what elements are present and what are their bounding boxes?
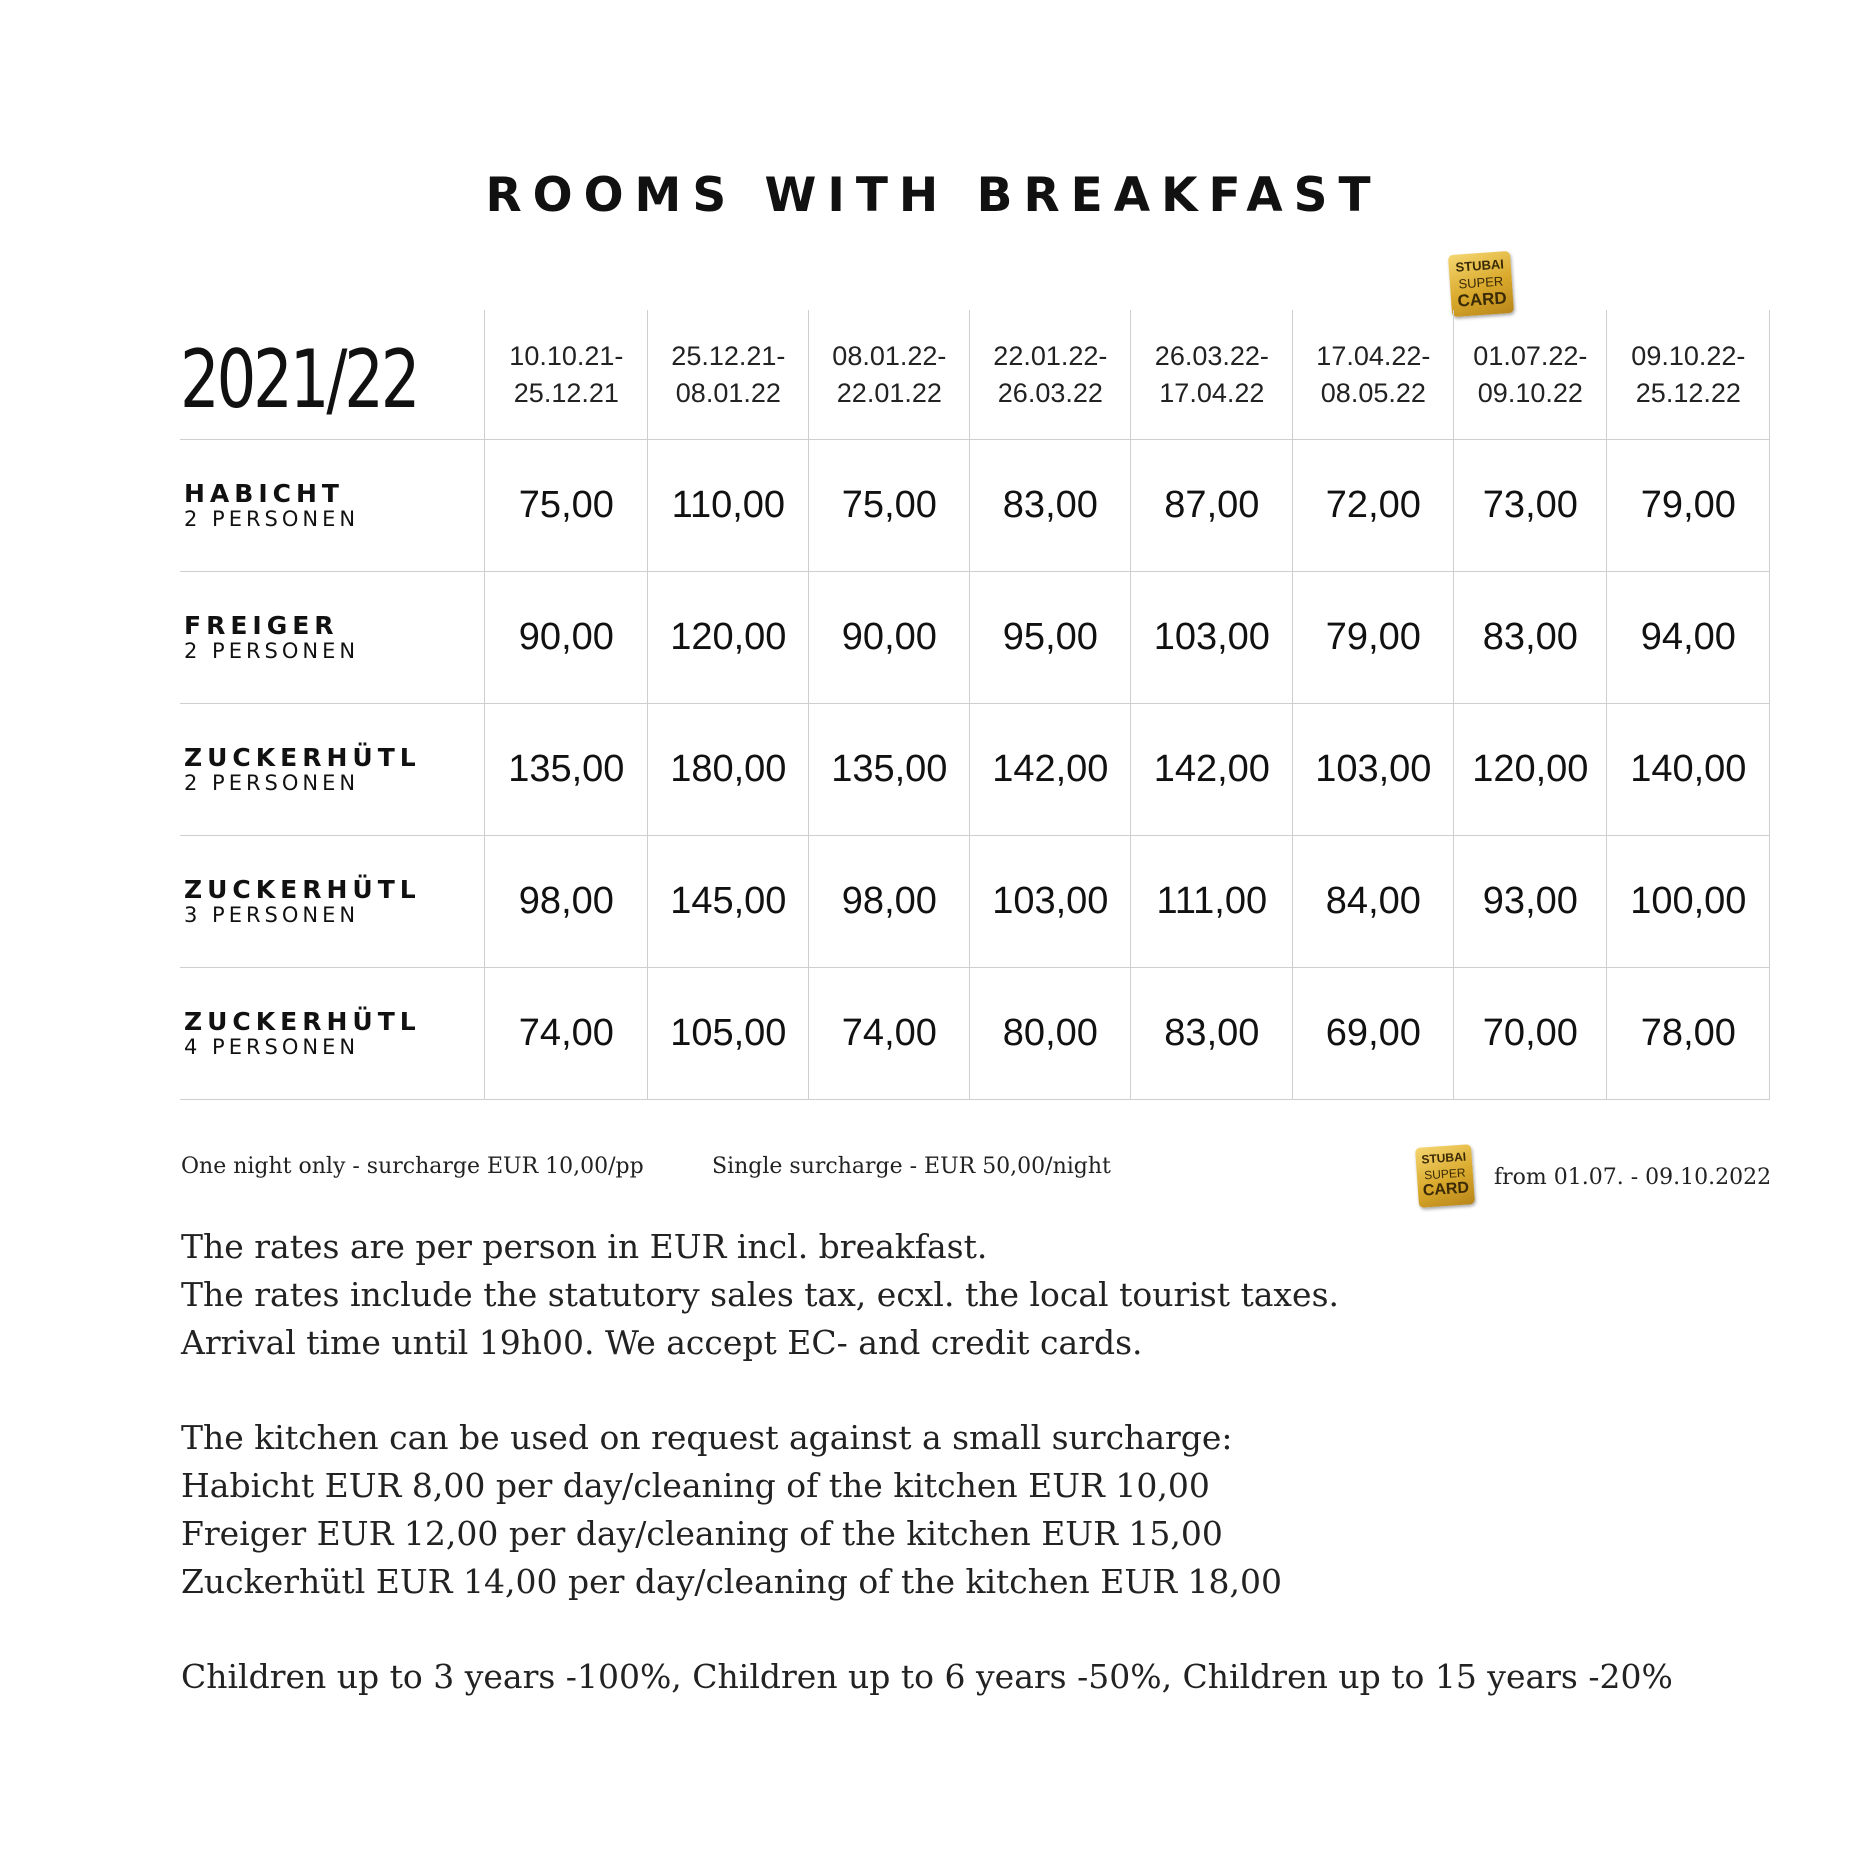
price-cell: 135,00 xyxy=(809,704,970,836)
price-cell: 74,00 xyxy=(809,968,970,1100)
table-row xyxy=(180,440,1770,572)
price-cell: 120,00 xyxy=(1454,704,1607,836)
season-header xyxy=(648,310,809,440)
season-header xyxy=(1131,310,1293,440)
room-cell xyxy=(180,572,485,704)
badge-line-1: STUBAI xyxy=(1455,256,1505,275)
kitchen-line: Freiger EUR 12,00 per day/cleaning of the kitchen EUR 15,00 xyxy=(181,1514,1223,1553)
season-to: 25.12.21 xyxy=(513,377,619,408)
price-cell: 111,00 xyxy=(1131,836,1293,968)
season-to: 08.05.22 xyxy=(1320,377,1426,408)
price-cell: 103,00 xyxy=(970,836,1131,968)
price-cell: 70,00 xyxy=(1454,968,1607,1100)
season-to: 09.10.22 xyxy=(1477,377,1583,408)
price-cell: 120,00 xyxy=(648,572,809,704)
room-name: HABICHT xyxy=(184,478,344,508)
season-header xyxy=(1293,310,1454,440)
price-cell: 69,00 xyxy=(1293,968,1454,1100)
room-name: FREIGER xyxy=(184,610,339,640)
season-to: 26.03.22 xyxy=(997,377,1103,408)
room-persons: 2 PERSONEN xyxy=(184,638,360,663)
season-header xyxy=(970,310,1131,440)
price-cell: 100,00 xyxy=(1607,836,1770,968)
season-from: 08.01.22- xyxy=(832,340,947,371)
price-cell: 135,00 xyxy=(485,704,648,836)
price-cell: 95,00 xyxy=(970,572,1131,704)
price-cell: 83,00 xyxy=(1131,968,1293,1100)
price-table xyxy=(180,310,1770,1100)
room-cell xyxy=(180,836,485,968)
room-persons: 3 PERSONEN xyxy=(184,902,360,927)
children-discount-line: Children up to 3 years -100%, Children up to 6 years -50%, Children up to 15 years -20% xyxy=(181,1657,1673,1696)
season-to: 17.04.22 xyxy=(1159,377,1265,408)
price-cell: 98,00 xyxy=(809,836,970,968)
room-name: ZUCKERHÜTL xyxy=(184,742,421,772)
season-header xyxy=(1454,310,1607,440)
one-night-surcharge-note: One night only - surcharge EUR 10,00/pp xyxy=(181,1154,644,1179)
price-cell: 78,00 xyxy=(1607,968,1770,1100)
room-cell xyxy=(180,704,485,836)
season-to: 08.01.22 xyxy=(675,377,781,408)
season-header-row xyxy=(180,310,1770,440)
room-name: ZUCKERHÜTL xyxy=(184,874,421,904)
year-cell xyxy=(180,310,485,440)
season-from: 09.10.22- xyxy=(1631,340,1746,371)
table-row xyxy=(180,836,1770,968)
price-cell: 103,00 xyxy=(1293,704,1454,836)
price-cell: 83,00 xyxy=(1454,572,1607,704)
kitchen-line: The kitchen can be used on request against a small surcharge: xyxy=(181,1418,1233,1457)
price-cell: 80,00 xyxy=(970,968,1131,1100)
rate-information xyxy=(181,1223,1781,1701)
table-row xyxy=(180,968,1770,1100)
kitchen-line: Zuckerhütl EUR 14,00 per day/cleaning of the kitchen EUR 18,00 xyxy=(181,1562,1283,1601)
info-line: The rates include the statutory sales tax, ecxl. the local tourist taxes. xyxy=(181,1275,1339,1314)
price-cell: 94,00 xyxy=(1607,572,1770,704)
price-cell: 98,00 xyxy=(485,836,648,968)
stubai-super-card-badge xyxy=(1448,251,1514,317)
price-cell: 75,00 xyxy=(809,440,970,572)
single-surcharge-note: Single surcharge - EUR 50,00/night xyxy=(712,1154,1111,1179)
price-cell: 83,00 xyxy=(970,440,1131,572)
price-cell: 180,00 xyxy=(648,704,809,836)
price-cell: 87,00 xyxy=(1131,440,1293,572)
badge-line-1: STUBAI xyxy=(1420,1149,1467,1167)
badge-line-3: CARD xyxy=(1422,1179,1470,1200)
info-line: Arrival time until 19h00. We accept EC- and credit cards. xyxy=(181,1323,1143,1362)
page-title: ROOMS WITH BREAKFAST xyxy=(485,168,1382,223)
room-cell xyxy=(180,440,485,572)
price-cell: 73,00 xyxy=(1454,440,1607,572)
season-from: 26.03.22- xyxy=(1154,340,1269,371)
info-line: The rates are per person in EUR incl. breakfast. xyxy=(181,1227,988,1266)
price-cell: 79,00 xyxy=(1293,572,1454,704)
price-cell: 105,00 xyxy=(648,968,809,1100)
price-cell: 142,00 xyxy=(970,704,1131,836)
season-header xyxy=(485,310,648,440)
stubai-super-card-badge xyxy=(1415,1144,1475,1208)
room-name: ZUCKERHÜTL xyxy=(184,1006,421,1036)
room-persons: 2 PERSONEN xyxy=(184,506,360,531)
price-cell: 140,00 xyxy=(1607,704,1770,836)
price-cell: 145,00 xyxy=(648,836,809,968)
price-cell: 75,00 xyxy=(485,440,648,572)
season-from: 01.07.22- xyxy=(1473,340,1588,371)
price-cell: 72,00 xyxy=(1293,440,1454,572)
table-row xyxy=(180,704,1770,836)
season-from: 10.10.21- xyxy=(509,340,624,371)
price-cell: 110,00 xyxy=(648,440,809,572)
badge-line-2: SUPER xyxy=(1423,1165,1466,1183)
room-persons: 2 PERSONEN xyxy=(184,770,360,795)
price-cell: 93,00 xyxy=(1454,836,1607,968)
season-header xyxy=(1607,310,1770,440)
season-from: 22.01.22- xyxy=(993,340,1108,371)
kitchen-line: Habicht EUR 8,00 per day/cleaning of the kitchen EUR 10,00 xyxy=(181,1466,1210,1505)
supercard-period-note: from 01.07. - 09.10.2022 xyxy=(1494,1165,1772,1190)
price-cell: 103,00 xyxy=(1131,572,1293,704)
season-to: 25.12.22 xyxy=(1635,377,1741,408)
price-cell: 74,00 xyxy=(485,968,648,1100)
price-cell: 79,00 xyxy=(1607,440,1770,572)
season-to: 22.01.22 xyxy=(836,377,942,408)
room-persons: 4 PERSONEN xyxy=(184,1034,360,1059)
price-cell: 90,00 xyxy=(485,572,648,704)
season-from: 17.04.22- xyxy=(1316,340,1431,371)
season-year: 2021/22 xyxy=(180,333,418,426)
season-from: 25.12.21- xyxy=(671,340,786,371)
price-cell: 84,00 xyxy=(1293,836,1454,968)
price-cell: 90,00 xyxy=(809,572,970,704)
price-cell: 142,00 xyxy=(1131,704,1293,836)
badge-line-2: SUPER xyxy=(1458,273,1504,292)
season-header xyxy=(809,310,970,440)
badge-line-3: CARD xyxy=(1456,288,1508,311)
room-cell xyxy=(180,968,485,1100)
table-row xyxy=(180,572,1770,704)
